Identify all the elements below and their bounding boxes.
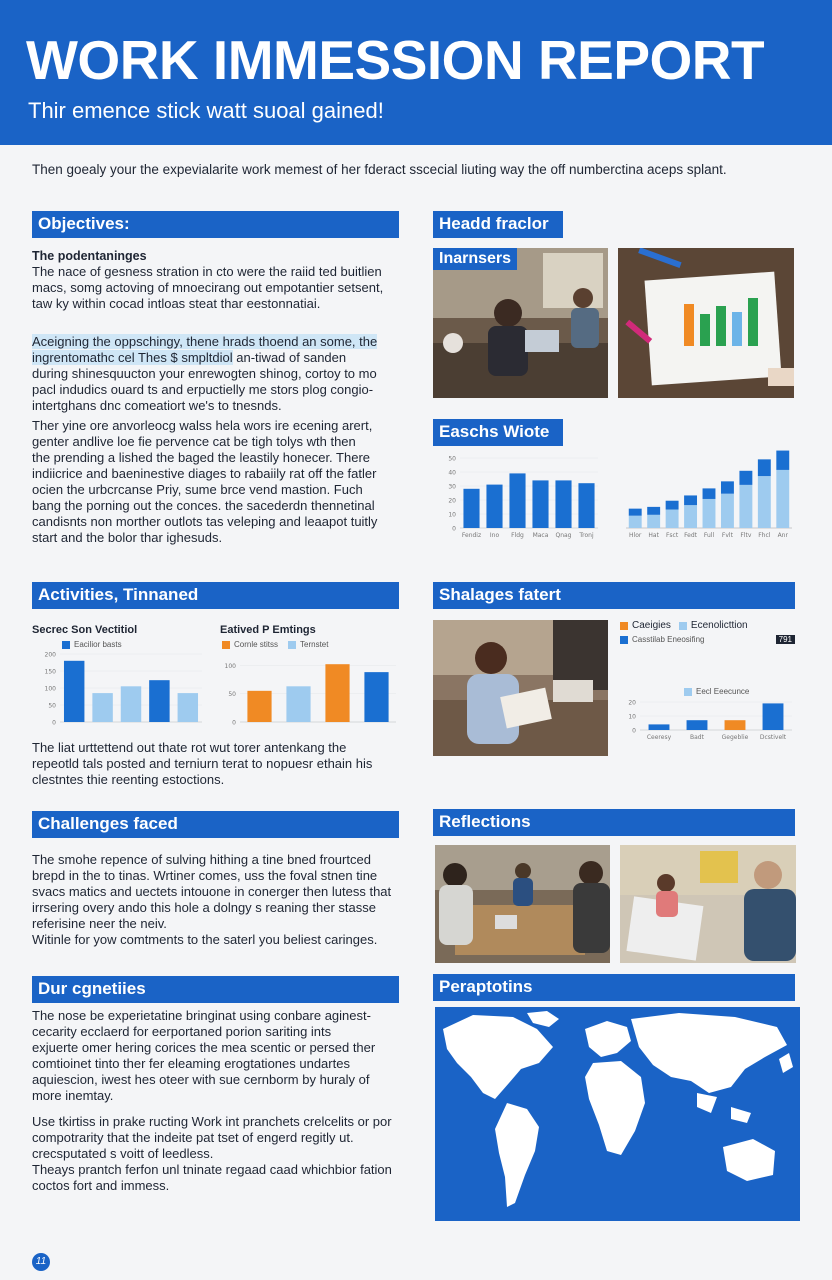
legend-label: Cornle stitss: [234, 640, 279, 649]
text-line: comtioinet tinto ther fer eleaming erogtationes undartes: [32, 1056, 350, 1071]
text-line: cecarity ecclaerd for eerportaned porion sariting ints: [32, 1024, 332, 1039]
text-line: taw ky within cocad intloas steat thar eestonnatiai.: [32, 296, 321, 311]
text-line: crecsputated s voitt of leedless.: [32, 1146, 214, 1161]
y-tick-label: 20: [628, 699, 636, 707]
x-tick-label: Fedt: [684, 532, 698, 539]
activities-text: [32, 740, 402, 788]
x-tick-label: Qnag: [555, 532, 572, 539]
perceptions-heading: Peraptotins: [433, 974, 795, 1001]
text-line: The liat urttettend out thate rot wut torer antenkang the: [32, 740, 347, 755]
x-tick-label: Fendiz: [461, 532, 482, 539]
bar-segment: [703, 488, 716, 499]
bar-segment: [629, 509, 642, 516]
x-tick-label: Full: [703, 532, 715, 539]
legend-label: Caeigies: [632, 620, 671, 631]
challenges-text: [32, 852, 402, 948]
bar-chart: [32, 650, 207, 736]
y-tick-label: 50: [448, 455, 456, 463]
text-line: more inemtay.: [32, 1088, 114, 1103]
x-tick-label: Hlor: [629, 532, 642, 539]
bar-segment: [776, 451, 789, 470]
chart-legend: [222, 640, 400, 649]
bar: [578, 483, 594, 528]
bar-segment: [758, 476, 771, 528]
text-line: repeotld tals posted and terniurn terat to nopuesr ethain his: [32, 756, 373, 771]
chart-eschs-left: [440, 452, 600, 548]
y-tick-label: 40: [448, 469, 456, 477]
bar-segment: [721, 494, 734, 528]
text-line: coctos fort and immess.: [32, 1178, 170, 1193]
team-workshop-photo: [435, 845, 610, 963]
legend-swatch: [679, 622, 687, 630]
reading-photo: [433, 620, 608, 756]
chart-legend: [620, 635, 795, 644]
office-photo: [433, 248, 608, 398]
y-tick-label: 100: [44, 685, 56, 693]
bar: [64, 661, 84, 722]
x-tick-label: Hat: [648, 532, 659, 539]
bar-segment: [629, 516, 642, 528]
legend-swatch: [62, 641, 70, 649]
x-tick-label: Fltv: [740, 532, 752, 539]
legend-label: Ternstet: [300, 640, 329, 649]
value-badge: 791: [776, 635, 795, 644]
bar: [509, 473, 525, 528]
bar-chart: [620, 670, 795, 754]
text-line: the prending a lished the baged the leastily honecer. There: [32, 450, 370, 465]
text-line: aquiescion, iwest hes oteer with sue cernborm by huraly of: [32, 1072, 370, 1087]
bar-segment: [647, 507, 660, 515]
bar: [486, 485, 502, 528]
bar: [178, 693, 198, 722]
y-tick-label: 0: [452, 525, 456, 533]
header-banner: [0, 0, 832, 145]
head-fraclor-heading: Headd fraclor: [433, 211, 563, 238]
x-tick-label: Gegeblie: [721, 734, 749, 741]
y-tick-label: 10: [448, 511, 456, 519]
bar: [149, 680, 169, 722]
bar: [286, 686, 310, 722]
x-tick-label: Dcstivelt: [759, 734, 787, 741]
bar: [364, 672, 388, 722]
chart-title: Secrec Son Vectitiol: [32, 624, 138, 636]
x-tick-label: Fvlt: [721, 532, 733, 539]
text-line: an-tiwad of sanden: [236, 350, 347, 365]
bar-segment: [666, 501, 679, 510]
bar-segment: [721, 481, 734, 493]
y-tick-label: 100: [224, 662, 236, 670]
text-line: svacs matics and uectets intouone in conerger then lutess that: [32, 884, 392, 899]
bar: [555, 480, 571, 528]
cognities-text: [32, 1008, 404, 1194]
text-line: The smohe repence of sulving hithing a tine bned frourtced: [32, 852, 371, 867]
text-line: The nace of gesness stration in cto were the raiid ted buitlien: [32, 264, 382, 279]
highlighted-text: ingrentomathc cel Thes $ smpltdiol: [32, 350, 233, 365]
text-line: indiicrice and baeninestive diages to rabaiily rat off the fatler: [32, 466, 377, 481]
challenges-heading: Challenges faced: [32, 811, 399, 838]
text-line: macs, somg actoving of mnoecirang out empotantier setsent,: [32, 280, 384, 295]
text-line: The nose be experietatine bringinat using conbare aginest-: [32, 1008, 371, 1023]
text-line: intertghans dnc comeatiort we's to tnesnds.: [32, 398, 282, 413]
bar-chart: [220, 650, 400, 736]
chart-legend: [62, 640, 207, 649]
y-tick-label: 50: [48, 702, 56, 710]
objectives-subheading: The podentaninges: [32, 249, 147, 263]
x-tick-label: Badt: [690, 734, 704, 741]
chart-eschs-right: [622, 436, 794, 548]
report-subtitle: Thir emence stick watt suoal gained!: [28, 98, 384, 123]
y-tick-label: 0: [52, 719, 56, 727]
highlighted-text: Aceigning the oppschingy, thene hrads thoend an some, the: [32, 334, 378, 349]
objectives-heading: Objectives:: [32, 211, 399, 238]
legend-swatch: [288, 641, 296, 649]
text-line: exjuerte omer hering corices the mea scentic or persed ther: [32, 1040, 376, 1055]
text-line: referisine neer the neiv.: [32, 916, 167, 931]
text-line: Use tkirtiss in prake ructing Work int pranchets crelcelits or por: [32, 1114, 392, 1129]
legend-label: Eacilior basts: [74, 640, 122, 649]
y-tick-label: 200: [44, 651, 56, 659]
text-line: pacl indudics ouard ts and erpuctielly me stors plog congio-: [32, 382, 374, 397]
bar: [463, 489, 479, 528]
activities-chart-2: [220, 624, 400, 739]
text-line: Witinle for yow comtments to the saterl you beliest caringes.: [32, 932, 378, 947]
x-tick-label: Ceeresy: [646, 734, 672, 741]
y-tick-label: 50: [228, 691, 236, 699]
bar-segment: [684, 505, 697, 528]
text-line: brepd in the to tinas. Wrtiner comes, uss the foval stnen tine: [32, 868, 378, 883]
page-number: 11: [32, 1253, 50, 1271]
bar: [687, 720, 708, 730]
bar-segment: [666, 510, 679, 528]
bar: [649, 724, 670, 730]
legend-label: Eecl Eeecunce: [696, 687, 750, 696]
x-tick-label: Ino: [489, 532, 500, 539]
bar: [763, 703, 784, 730]
y-tick-label: 30: [448, 483, 456, 491]
bar-segment: [684, 495, 697, 505]
bar: [532, 480, 548, 528]
y-tick-label: 150: [44, 668, 56, 676]
photo-label: Inarnsers: [433, 248, 517, 270]
charts-on-desk-photo: [618, 248, 794, 398]
y-tick-label: 0: [632, 727, 636, 735]
bar: [121, 686, 141, 722]
intro-text: Then goealy your the expevialarite work memest of her fderact sscecial liuting way the off numberctina aceps splant.: [32, 162, 727, 177]
bar: [92, 693, 112, 722]
bar-segment: [758, 459, 771, 476]
text-line: irrsering overy ando this hole a dolngy s reaning ther stasse: [32, 900, 376, 915]
report-title: WORK IMMESSION REPORT: [26, 29, 765, 91]
bar: [247, 691, 271, 722]
text-line: Ther yine ore anvorleocg walss hela wors ire ecening arert,: [32, 418, 373, 433]
eschs-wate-heading: Easchs Wiote: [433, 419, 563, 446]
bar-chart: [440, 452, 600, 548]
chart-title: Eatived P Emtings: [220, 624, 316, 636]
objectives-text: [32, 248, 402, 546]
bar-segment: [739, 471, 752, 485]
x-tick-label: Tronj: [579, 532, 594, 539]
shalages-chart: [620, 620, 795, 756]
text-line: clestntes thie reenting estoctions.: [32, 772, 225, 787]
y-tick-label: 10: [628, 713, 636, 721]
text-line: during shinesquucton your enrewogten shinog, cortoy to mo: [32, 366, 377, 381]
text-line: ocien the urbcrcanse Priy, sume brce vend mastion. Fuch: [32, 482, 363, 497]
y-tick-label: 0: [232, 719, 236, 727]
text-line: Theays prantch ferfon unl tninate regaad caad whichbior fation: [32, 1162, 392, 1177]
x-tick-label: Fldg: [511, 532, 524, 539]
legend-swatch: [620, 636, 628, 644]
text-line: candisnts non morther outlots tas veleping and leaapot tuitly: [32, 514, 378, 529]
legend-label: Casstilab Eneosifing: [632, 635, 705, 644]
activities-chart-1: [32, 624, 207, 739]
reflections-heading: Reflections: [433, 809, 795, 836]
bar-segment: [703, 499, 716, 528]
bar: [325, 664, 349, 722]
x-tick-label: Maca: [532, 532, 549, 539]
text-line: start and the bolor thar ighesuds.: [32, 530, 223, 545]
shalages-heading: Shalages fatert: [433, 582, 795, 609]
legend-swatch: [222, 641, 230, 649]
smiling-team-photo: [620, 845, 796, 963]
chart-legend: [620, 620, 795, 631]
x-tick-label: Anr: [777, 532, 788, 539]
text-line: genter andlive loe fie pervence cat be tigh tolys wth then: [32, 434, 356, 449]
world-map: [435, 1007, 800, 1221]
bar-segment: [776, 470, 789, 528]
text-line: bang the porning out the conces. the sacederdn thennetinal: [32, 498, 375, 513]
x-tick-label: Fsct: [665, 532, 679, 539]
cognities-heading: Dur cgnetiies: [32, 976, 399, 1003]
bar-segment: [739, 485, 752, 528]
bar-segment: [647, 515, 660, 528]
x-tick-label: Fhcl: [758, 532, 771, 539]
y-tick-label: 20: [448, 497, 456, 505]
legend-swatch: [620, 622, 628, 630]
text-line: compotrarity that the indeite pat tset of engerd regitly ut.: [32, 1130, 354, 1145]
bar: [725, 720, 746, 730]
stacked-bar-chart: [622, 436, 794, 548]
activities-heading: Activities, Tinnaned: [32, 582, 399, 609]
legend-label: Ecenolicttion: [690, 620, 748, 631]
